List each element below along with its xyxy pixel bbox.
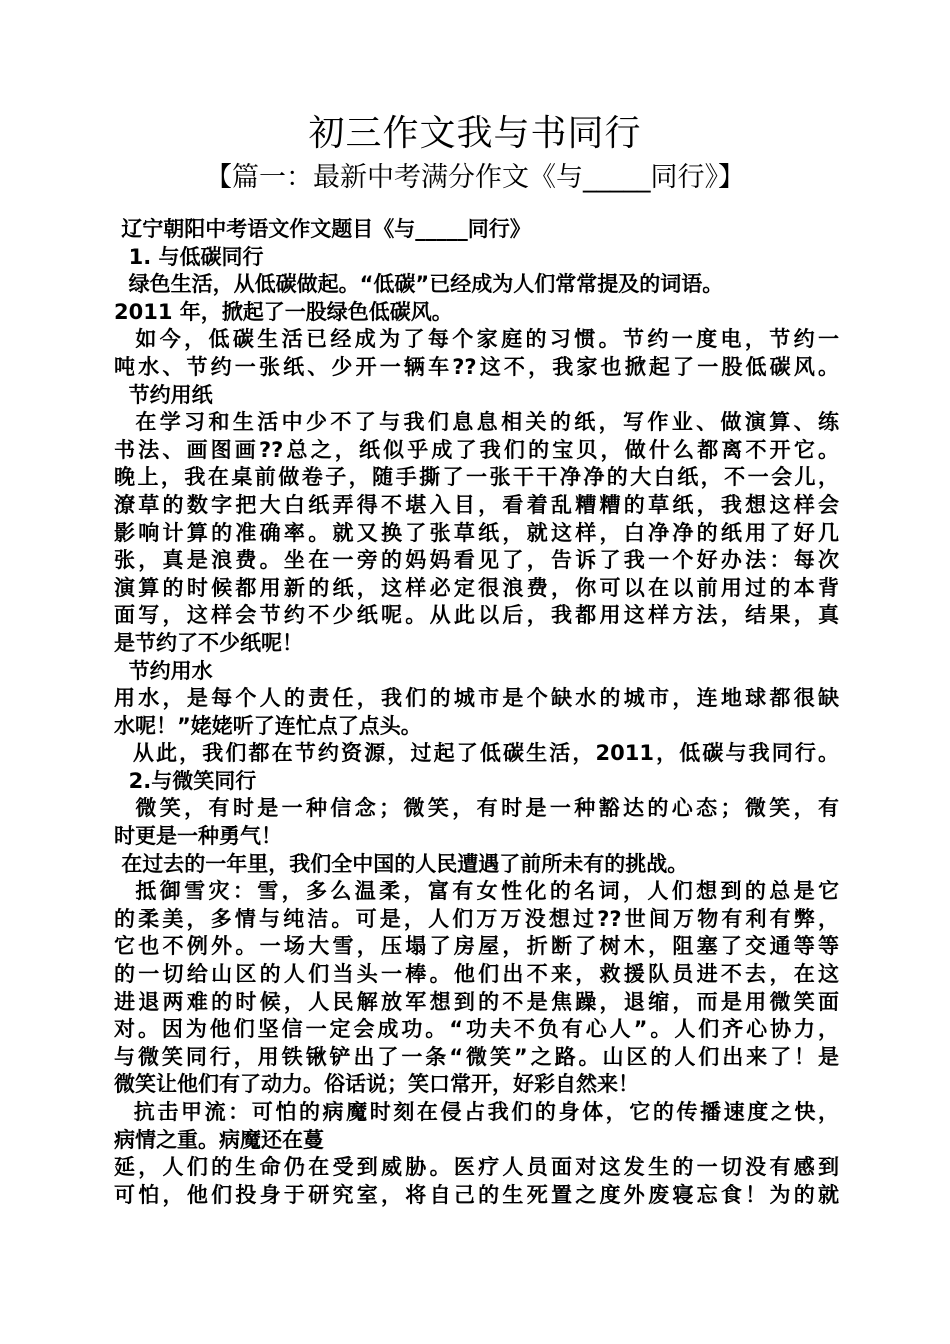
text-line: 如今，低碳生活已经成为了每个家庭的习惯。节约一度电，节约一 bbox=[114, 327, 839, 352]
text-line: 与微笑同行，用铁锹铲出了一条“微笑”之路。山区的人们出来了！是 bbox=[114, 1044, 839, 1069]
text-line: 演算的时候都用新的纸，这样必定很浪费，你可以在以前用过的本背 bbox=[114, 575, 839, 600]
text-line: 病情之重。病魔还在蔓 bbox=[114, 1127, 324, 1152]
text-line: 可怕，他们投身于研究室，将自己的生死置之度外废寝忘食！为的就 bbox=[114, 1182, 839, 1207]
text-line: 微笑让他们有了动力。俗话说；笑口常开，好彩自然来！ bbox=[114, 1072, 639, 1097]
text-line: 2011 年，掀起了一股绿色低碳风。 bbox=[114, 299, 453, 324]
text-line: 在学习和生活中少不了与我们息息相关的纸，写作业、做演算、练 bbox=[114, 410, 839, 435]
text-line: 面写，这样会节约不少纸呢。从此以后，我都用这样方法，结果，真 bbox=[114, 603, 839, 628]
text-line: 的柔美，多情与纯洁。可是，人们万万没想过??世间万物有利有弊， bbox=[114, 906, 839, 931]
text-line: 晚上，我在桌前做卷子，随手撕了一张干干净净的大白纸，不一会儿， bbox=[114, 465, 839, 490]
text-line: 节约用水 bbox=[114, 658, 213, 683]
text-line: 2.与微笑同行 bbox=[114, 768, 257, 793]
text-line: 延，人们的生命仍在受到威胁。医疗人员面对这发生的一切没有感到 bbox=[114, 1155, 839, 1180]
text-line: 它也不例外。一场大雪，压塌了房屋，折断了树木，阻塞了交通等等 bbox=[114, 934, 839, 959]
text-line: 对。因为他们坚信一定会成功。“功夫不负有心人”。人们齐心协力， bbox=[114, 1017, 839, 1042]
text-line: 潦草的数字把大白纸弄得不堪入目，看着乱糟糟的草纸，我想这样会 bbox=[114, 492, 839, 517]
text-line: 从此，我们都在节约资源，过起了低碳生活，2011，低碳与我同行。 bbox=[114, 741, 839, 766]
text-line: 是节约了不少纸呢！ bbox=[114, 630, 303, 655]
text-line: 张，真是浪费。坐在一旁的妈妈看见了，告诉了我一个好办法：每次 bbox=[114, 548, 839, 573]
text-line: 辽宁朝阳中考语文作文题目《与_____同行》 bbox=[114, 217, 531, 241]
text-line: 进退两难的时候，人民解放军想到的不是焦躁，退缩，而是用微笑面 bbox=[114, 989, 839, 1014]
text-line: 抗击甲流：可怕的病魔时刻在侵占我们的身体，它的传播速度之快， bbox=[114, 1100, 839, 1124]
document-subtitle: 【篇一：最新中考满分作文《与_____同行》】 bbox=[205, 162, 745, 193]
text-line: 节约用纸 bbox=[114, 382, 213, 407]
text-line: 抵御雪灾：雪，多么温柔，富有女性化的名词，人们想到的总是它 bbox=[114, 879, 839, 904]
text-line: 的一切给山区的人们当头一棒。他们出不来，救援队员进不去，在这 bbox=[114, 962, 839, 987]
document-title: 初三作文我与书同行 bbox=[308, 113, 642, 154]
text-line: 时更是一种勇气！ bbox=[114, 824, 282, 849]
text-line: 水呢！”姥姥听了连忙点了点头。 bbox=[114, 713, 422, 738]
text-line: 绿色生活，从低碳做起。“低碳”已经成为人们常常提及的词语。 bbox=[114, 272, 724, 297]
essay-body bbox=[114, 216, 839, 1209]
text-line: 微笑，有时是一种信念；微笑，有时是一种豁达的心态；微笑，有 bbox=[114, 796, 839, 821]
text-line: 用水，是每个人的责任，我们的城市是个缺水的城市，连地球都很缺 bbox=[114, 686, 839, 711]
text-line: 书法、画图画??总之，纸似乎成了我们的宝贝，做什么都离不开它。 bbox=[114, 437, 839, 462]
text-line: 在过去的一年里，我们全中国的人民遭遇了前所未有的挑战。 bbox=[114, 851, 689, 876]
text-line: 影响计算的准确率。就又换了张草纸，就这样，白净净的纸用了好几 bbox=[114, 520, 839, 545]
text-line: 吨水、节约一张纸、少开一辆车??这不，我家也掀起了一股低碳风。 bbox=[114, 354, 839, 379]
text-line: 1. 与低碳同行 bbox=[114, 244, 264, 269]
